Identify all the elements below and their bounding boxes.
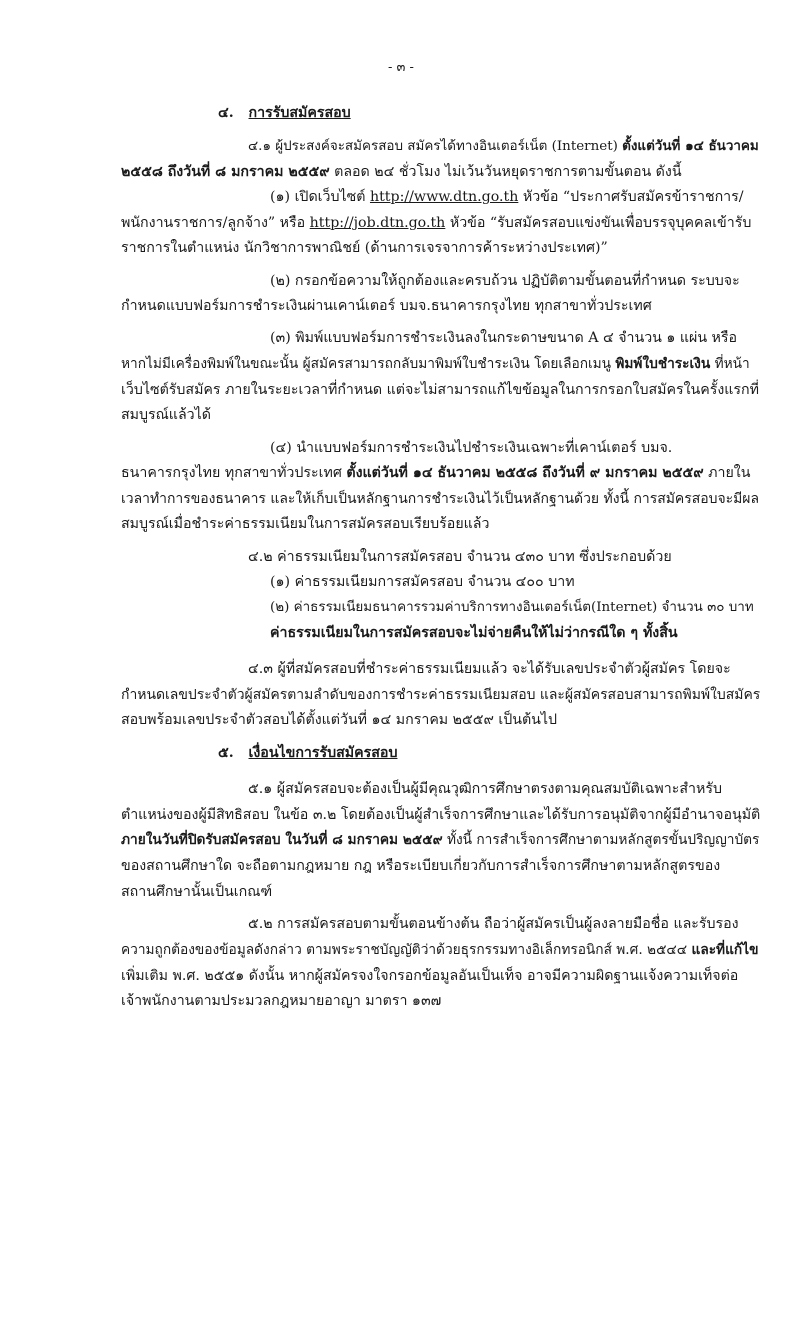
para-4-3-line1: ๔.๓ ผู้ที่สมัครสอบที่ชำระค่าธรรมเนียมแล้ว จะได้รับเลขประจำตัวผู้สมัคร โดยจะ [248,661,731,677]
step-4-text-end: ภายใน [703,465,751,481]
para-4-3-line3: สอบพร้อมเลขประจำตัวสอบได้ตั้งแต่วันที่ ๑๔ มกราคม ๒๕๕๙ เป็นต้นไป [121,712,558,728]
para-5-1-line5: สถานศึกษานั้นเป็นเกณฑ์ [121,884,273,900]
job-website-link[interactable]: http://job.dtn.go.th [309,215,446,231]
step-4-line4: สมบูรณ์เมื่อชำระค่าธรรมเนียมในการสมัครสอบเรียบร้อยแล้ว [121,516,490,532]
para-4-1-text: ๔.๑ ผู้ประสงค์จะสมัครสอบ สมัครได้ทางอินเตอร์เน็ต (Internet) [248,139,623,154]
step-1-text-c: พนักงานราชการ/ลูกจ้าง” หรือ [121,215,310,231]
fee-no-refund-notice: ค่าธรรมเนียมในการสมัครสอบจะไม่จ่ายคืนให้ไม่ว่ากรณีใด ๆ ทั้งสิ้น [270,625,678,641]
section4-title: การรับสมัครสอบ [248,105,351,121]
para-4-2-line1: ๔.๒ ค่าธรรมเนียมในการสมัครสอบ จำนวน ๔๓๐ บาท ซึ่งประกอบด้วย [248,549,672,565]
dtn-website-link[interactable]: http://www.dtn.go.th [369,189,519,205]
para-5-2-line1: ๕.๒ การสมัครสอบตามขั้นตอนข้างต้น ถือว่าผู้สมัครเป็นผู้ลงลายมือชื่อ และรับรอง [248,916,739,932]
para-4-3-line2: กำหนดเลขประจำตัวผู้สมัครตามลำดับของการชำระค่าธรรมเนียมสอบ และผู้สมัครสอบสามารถพิมพ์ใบสมัคร [121,687,761,703]
step-3-text: หากไม่มีเครื่องพิมพ์ในขณะนั้น ผู้สมัครสามารถกลับมาพิมพ์ใบชำระเงิน โดยเลือกเมนู [121,356,616,372]
section5-title: เงื่อนไขการรับสมัครสอบ [248,745,398,761]
step-1-text: (๑) เปิดเว็บไซต์ [270,189,370,205]
para-4-1-date-end: ๒๕๕๘ ถึงวันที่ ๘ มกราคม ๒๕๕๙ [121,164,330,180]
para-5-1-deadline: ภายในวันที่ปิดรับสมัครสอบ ในวันที่ ๘ มกราคม ๒๕๕๙ [121,832,443,848]
para-5-1-text: ทั้งนี้ การสำเร็จการศึกษาตามหลักสูตรขั้นปริญญาบัตร [442,832,760,848]
para-5-2-line3: เพิ่มเติม พ.ศ. ๒๕๕๑ ดังนั้น หากผู้สมัครจงใจกรอกข้อมูลอันเป็นเท็จ อาจมีความผิดฐานแจ้งความเท็จต่อ [121,968,739,984]
para-5-1-line3 [121,830,759,850]
step-4-dates: ตั้งแต่วันที่ ๑๔ ธันวาคม ๒๕๕๘ ถึงวันที่ ๙ มกราคม ๒๕๕๙ [346,465,704,481]
step-3-line2 [121,354,750,374]
section4-number: ๔. [218,105,234,121]
para-5-2-text: ความถูกต้องของข้อมูลดังกล่าว ตามพระราชบัญญัติว่าด้วยธุรกรรมทางอิเล็กทรอนิกส์ พ.ศ. ๒๕๔๔ [121,942,692,958]
step-1-line3: ราชการในตำแหน่ง นักวิชาการพาณิชย์ (ด้านการเจรจาการค้าระหว่างประเทศ)” [121,240,608,256]
para-4-1-text-end: ตลอด ๒๔ ชั่วโมง ไม่เว้นวันหยุดราชการตามขั้นตอน ดังนี้ [329,164,682,180]
step-4-line1: (๔) นำแบบฟอร์มการชำระเงินไปชำระเงินเฉพาะที่เคาน์เตอร์ บมจ. [270,440,673,456]
para-4-1-date-start: ตั้งแต่วันที่ ๑๔ ธันวาคม [622,138,759,154]
step-3-text-end: ที่หน้า [710,356,750,372]
step-3-menu-name: พิมพ์ใบชำระเงิน [615,356,711,372]
para-5-1-line4: ของสถานศึกษาใด จะถือตามกฎหมาย กฎ หรือระเบียบเกี่ยวกับการสำเร็จการศึกษาตามหลักสูตรของ [121,858,721,874]
para-5-2-line2 [121,940,758,960]
step-1-line2 [121,213,751,233]
para-5-2-line4: เจ้าพนักงานตามประมวลกฎหมายอาญา มาตรา ๑๓๗ [121,993,442,1009]
step-4-line3: เวลาทำการของธนาคาร และให้เก็บเป็นหลักฐานการชำระเงินไว้เป็นหลักฐานด้วย ทั้งนี้ การสมัครสอบจะมีผล [121,491,759,507]
fee-item-2: (๒) ค่าธรรมเนียมธนาคารรวมค่าบริการทางอินเตอร์เน็ต(Internet) จำนวน ๓๐ บาท [270,600,754,615]
step-1-line1 [270,187,744,207]
step-3-line3: เว็บไซต์รับสมัคร ภายในระยะเวลาที่กำหนด แต่จะไม่สามารถแก้ไขข้อมูลในการกรอกใบสมัครในครั้งแรกที่ [121,382,759,398]
step-2-line2: กำหนดแบบฟอร์มการชำระเงินผ่านเคาน์เตอร์ บมจ.ธนาคารกรุงไทย ทุกสาขาทั่วประเทศ [121,298,652,314]
para-5-2-bold: และที่แก้ไข [691,942,759,958]
section5-number: ๕. [218,745,234,761]
step-2-line1: (๒) กรอกข้อความให้ถูกต้องและครบถ้วน ปฏิบัติตามขั้นตอนที่กำหนด ระบบจะ [270,273,740,289]
step-1-text-b: หัวข้อ “ประกาศรับสมัครข้าราชการ/ [518,189,744,205]
para-5-1-line2: ตำแหน่งของผู้มีสิทธิสอบ ในข้อ ๓.๒ โดยต้องเป็นผู้สำเร็จการศึกษาและได้รับการอนุมัติจากผู้มีอำนาจอนุมัติ [121,807,761,823]
step-4-line2 [121,463,750,483]
para-4-1-line2 [121,162,682,182]
para-5-1-line1: ๕.๑ ผู้สมัครสอบจะต้องเป็นผู้มีคุณวุฒิการศึกษาตรงตามคุณสมบัติเฉพาะสำหรับ [248,781,722,797]
section5-heading [218,743,397,763]
step-1-text-d: หัวข้อ “รับสมัครสอบแข่งขันเพื่อบรรจุบุคคลเข้ารับ [445,215,752,231]
fee-item-1: (๑) ค่าธรรมเนียมการสมัครสอบ จำนวน ๔๐๐ บาท [270,574,575,590]
para-4-1-line1 [248,136,759,157]
page-number: - ๓ - [388,60,414,75]
step-4-text: ธนาคารกรุงไทย ทุกสาขาทั่วประเทศ [121,465,347,481]
step-3-line4: สมบูรณ์แล้วได้ [121,407,211,423]
step-3-line1: (๓) พิมพ์แบบฟอร์มการชำระเงินลงในกระดาษขนาด A ๔ จำนวน ๑ แผ่น หรือ [270,330,738,346]
section4-heading [218,103,351,123]
